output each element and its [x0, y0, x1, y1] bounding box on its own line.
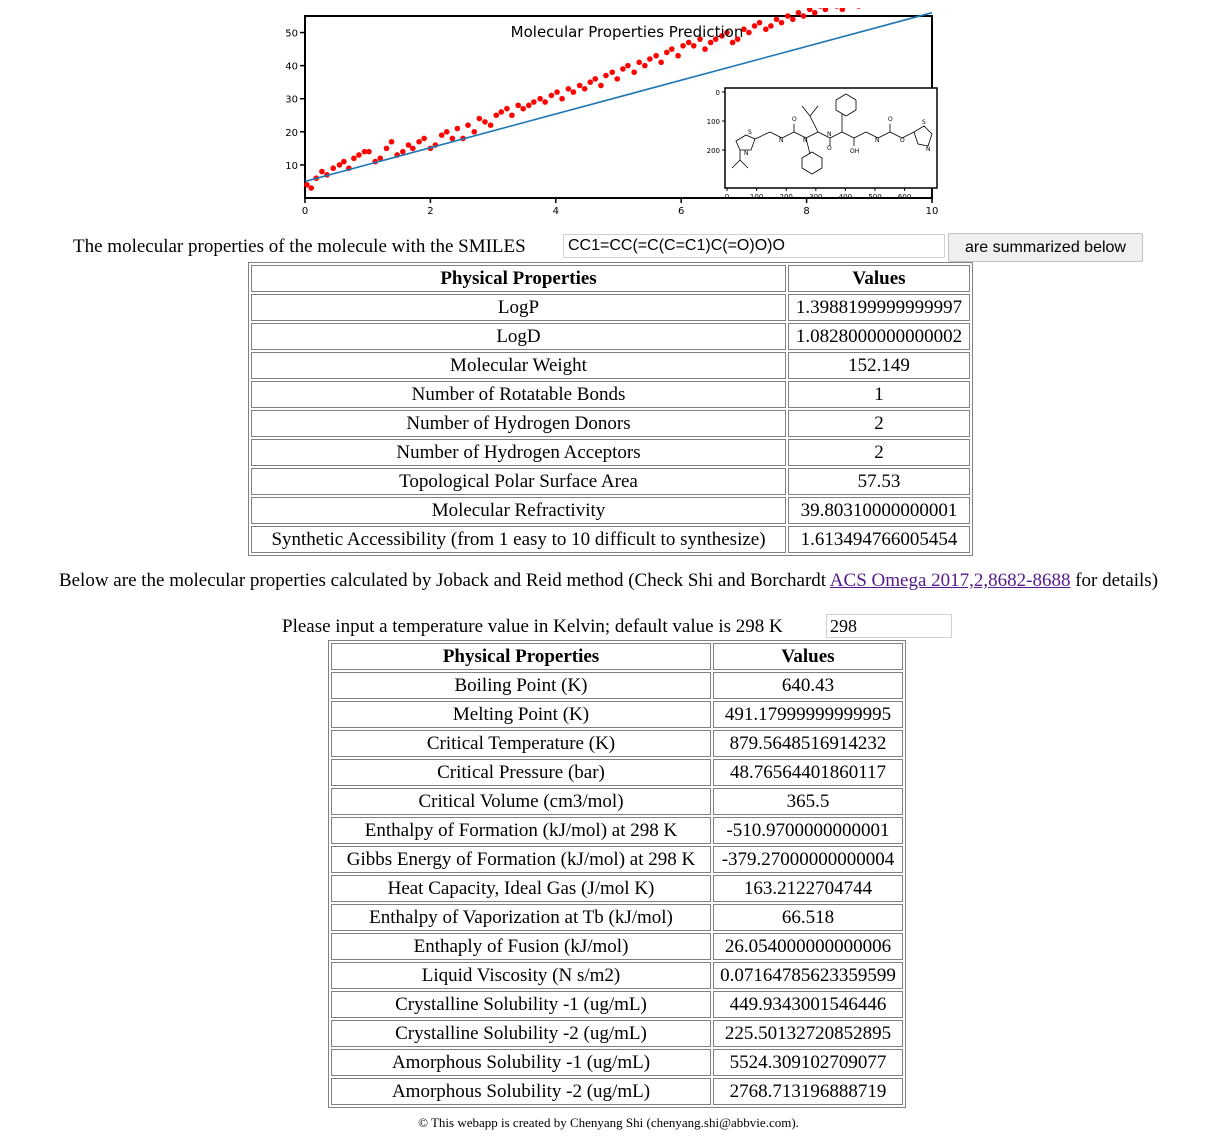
table-row: [331, 1020, 903, 1047]
data-point: [410, 146, 416, 152]
data-point: [856, 8, 862, 9]
data-point: [614, 76, 620, 82]
svg-text:O: O: [827, 145, 832, 152]
property-value-cell: 449.9343001546446: [713, 991, 903, 1018]
property-value-cell: 163.2122704744: [713, 875, 903, 902]
data-point: [400, 149, 406, 155]
inset-y-tick-label: 0: [715, 89, 720, 97]
property-value-cell: 2: [788, 439, 970, 466]
inset-y-tick-label: 100: [706, 118, 720, 126]
data-point: [571, 89, 577, 95]
property-value-cell: 0.07164785623359599: [713, 962, 903, 989]
data-point: [675, 53, 681, 59]
property-value-cell: 225.50132720852895: [713, 1020, 903, 1047]
table-row: [331, 991, 903, 1018]
table-row: [331, 1078, 903, 1105]
data-point: [636, 60, 642, 66]
svg-text:O: O: [900, 137, 905, 144]
property-name-cell: Critical Temperature (K): [331, 730, 711, 757]
property-value-cell: 152.149: [788, 352, 970, 379]
data-point: [319, 169, 325, 175]
property-name-cell: Enthaply of Fusion (kJ/mol): [331, 933, 711, 960]
data-point: [669, 46, 675, 52]
data-point: [542, 99, 548, 105]
table-row: [251, 352, 970, 379]
inset-x-tick-label: 600: [897, 193, 912, 201]
data-point: [341, 159, 347, 165]
data-point: [450, 136, 456, 142]
data-point: [779, 20, 785, 26]
property-value-cell: 2: [788, 410, 970, 437]
property-name-cell: Heat Capacity, Ideal Gas (J/mol K): [331, 875, 711, 902]
data-point: [471, 129, 477, 135]
data-point: [549, 93, 555, 99]
inset-y-tick-label: 200: [706, 147, 720, 155]
data-point: [421, 136, 427, 142]
property-value-cell: 491.17999999999995: [713, 701, 903, 728]
y-tick-label: 20: [285, 127, 298, 139]
table-row: [331, 759, 903, 786]
table-header-row: [251, 265, 970, 292]
svg-text:OH: OH: [850, 148, 860, 155]
property-value-cell: 57.53: [788, 468, 970, 495]
table-row: [331, 933, 903, 960]
property-name-cell: LogD: [251, 323, 786, 350]
svg-text:O: O: [792, 116, 797, 123]
data-point: [823, 8, 829, 12]
data-point: [785, 13, 791, 19]
data-point: [796, 10, 802, 16]
table-row: [331, 904, 903, 931]
property-name-cell: Boiling Point (K): [331, 672, 711, 699]
molecule-inset: [707, 88, 937, 201]
inset-x-tick-label: 200: [779, 193, 793, 201]
data-point: [631, 69, 637, 75]
table-row: [331, 730, 903, 757]
data-point: [559, 96, 565, 102]
property-value-cell: 365.5: [713, 788, 903, 815]
table-row: [251, 497, 970, 524]
property-name-cell: Number of Hydrogen Donors: [251, 410, 786, 437]
data-point: [625, 63, 631, 69]
inset-x-tick-label: 0: [724, 193, 730, 201]
property-value-cell: 1.613494766005454: [788, 526, 970, 553]
table-row: [251, 410, 970, 437]
data-point: [647, 56, 653, 62]
data-point: [566, 86, 572, 92]
data-point: [351, 155, 357, 161]
data-point: [488, 122, 494, 128]
table-row: [251, 323, 970, 350]
joback-reid-note: [0, 570, 1217, 592]
temperature-label: Please input a temperature value in Kelvin; default value is 298 K: [282, 616, 783, 637]
data-point: [308, 185, 314, 191]
data-point: [439, 132, 445, 138]
data-point: [593, 76, 599, 82]
column-header-property: Physical Properties: [251, 265, 786, 292]
property-value-cell: -379.27000000000004: [713, 846, 903, 873]
data-point: [582, 86, 588, 92]
data-point: [680, 43, 686, 49]
table-row: [331, 846, 903, 873]
property-name-cell: Enthalpy of Formation (kJ/mol) at 298 K: [331, 817, 711, 844]
data-point: [587, 79, 593, 85]
property-name-cell: Molecular Refractivity: [251, 497, 786, 524]
table-row: [331, 1049, 903, 1076]
smiles-label: The molecular properties of the molecule with the SMILES: [73, 236, 526, 257]
data-point: [504, 106, 510, 112]
data-point: [482, 119, 488, 125]
basic-properties-table: [248, 262, 973, 556]
property-name-cell: Crystalline Solubility -2 (ug/mL): [331, 1020, 711, 1047]
table-row: [251, 468, 970, 495]
data-point: [664, 50, 670, 56]
y-tick-label: 10: [285, 160, 298, 172]
property-value-cell: 1.3988199999999997: [788, 294, 970, 321]
data-point: [526, 103, 532, 109]
property-name-cell: Synthetic Accessibility (from 1 easy to 10 difficult to synthesize): [251, 526, 786, 553]
svg-text:N: N: [803, 137, 808, 144]
property-value-cell: 5524.309102709077: [713, 1049, 903, 1076]
joback-properties-body: [331, 672, 903, 1105]
joback-properties-table: [328, 640, 906, 1108]
smiles-input[interactable]: [563, 234, 945, 258]
data-point: [531, 99, 537, 105]
x-tick-label: 2: [427, 206, 434, 217]
table-row: [251, 439, 970, 466]
y-tick-label: 30: [285, 94, 298, 106]
data-point: [691, 43, 697, 49]
data-point: [834, 8, 840, 9]
property-value-cell: 1: [788, 381, 970, 408]
x-tick-label: 4: [552, 206, 559, 217]
svg-text:N: N: [779, 137, 784, 144]
data-point: [465, 122, 471, 128]
property-name-cell: Amorphous Solubility -1 (ug/mL): [331, 1049, 711, 1076]
data-point: [609, 69, 615, 75]
table-row: [331, 875, 903, 902]
data-point: [477, 116, 483, 122]
column-header-property: Physical Properties: [331, 643, 711, 670]
table-row: [331, 817, 903, 844]
property-name-cell: Crystalline Solubility -1 (ug/mL): [331, 991, 711, 1018]
svg-text:N: N: [744, 150, 749, 157]
y-tick-label: 50: [285, 28, 298, 40]
data-point: [807, 8, 813, 12]
property-value-cell: 66.518: [713, 904, 903, 931]
property-value-cell: 48.76564401860117: [713, 759, 903, 786]
column-header-value: Values: [788, 265, 970, 292]
data-point: [537, 96, 543, 102]
table-row: [331, 788, 903, 815]
table-row: [251, 381, 970, 408]
data-point: [801, 13, 807, 19]
data-point: [774, 17, 780, 23]
data-point: [598, 83, 604, 89]
data-point: [520, 106, 526, 112]
data-point: [812, 10, 818, 16]
data-point: [702, 46, 708, 52]
property-value-cell: -510.9700000000001: [713, 817, 903, 844]
data-point: [455, 126, 461, 132]
data-point: [554, 89, 560, 95]
data-point: [658, 60, 664, 66]
property-value-cell: 26.054000000000006: [713, 933, 903, 960]
data-point: [416, 139, 422, 145]
data-point: [768, 23, 774, 29]
property-name-cell: Number of Rotatable Bonds: [251, 381, 786, 408]
property-value-cell: 1.0828000000000002: [788, 323, 970, 350]
joback-intro: Below are the molecular properties calculated by Joback and Reid method (Check Shi and Borchardt: [58, 570, 830, 591]
inset-x-tick-label: 100: [749, 193, 764, 201]
svg-text:N: N: [926, 146, 931, 153]
table-row: [331, 962, 903, 989]
property-value-cell: 640.43: [713, 672, 903, 699]
property-value-cell: 2768.713196888719: [713, 1078, 903, 1105]
table-row: [331, 701, 903, 728]
smiles-row: [0, 232, 1217, 262]
data-point: [620, 66, 626, 72]
y-tick-label: 40: [285, 61, 298, 73]
property-name-cell: LogP: [251, 294, 786, 321]
inset-x-tick-label: 400: [838, 193, 853, 201]
data-point: [763, 26, 769, 32]
data-point: [642, 63, 648, 69]
property-value-cell: 879.5648516914232: [713, 730, 903, 757]
data-point: [493, 112, 499, 118]
data-point: [515, 103, 521, 109]
footer-credit: © This webapp is created by Chenyang Shi (chenyang.shi@abbvie.com).: [418, 1115, 799, 1130]
data-point: [444, 129, 450, 135]
data-point: [330, 165, 336, 171]
table-header-row: [331, 643, 903, 670]
svg-text:N: N: [827, 131, 832, 138]
property-name-cell: Critical Volume (cm3/mol): [331, 788, 711, 815]
x-tick-label: 8: [803, 206, 810, 217]
data-point: [384, 146, 390, 152]
data-point: [577, 83, 583, 89]
property-name-cell: Gibbs Energy of Formation (kJ/mol) at 298 K: [331, 846, 711, 873]
acs-omega-link[interactable]: ACS Omega 2017,2,8682-8688: [829, 570, 1071, 591]
column-header-value: Values: [713, 643, 903, 670]
data-point: [603, 73, 609, 79]
data-point: [790, 17, 796, 23]
table-row: [251, 294, 970, 321]
data-point: [818, 8, 824, 9]
property-name-cell: Number of Hydrogen Acceptors: [251, 439, 786, 466]
data-point: [752, 23, 758, 29]
temperature-input[interactable]: [826, 614, 952, 638]
data-point: [653, 53, 659, 59]
table-row: [251, 526, 970, 553]
chart-title: Molecular Properties Prediction: [510, 23, 744, 41]
data-point: [366, 149, 372, 155]
data-point: [840, 8, 846, 12]
svg-text:S: S: [922, 119, 926, 126]
x-tick-label: 0: [301, 206, 309, 217]
prediction-chart: [270, 8, 950, 226]
property-name-cell: Molecular Weight: [251, 352, 786, 379]
basic-properties-body: [251, 294, 970, 553]
data-point: [509, 112, 515, 118]
property-name-cell: Critical Pressure (bar): [331, 759, 711, 786]
svg-text:O: O: [888, 116, 893, 123]
property-name-cell: Topological Polar Surface Area: [251, 468, 786, 495]
data-point: [356, 152, 362, 158]
property-value-cell: 39.80310000000001: [788, 497, 970, 524]
table-row: [331, 672, 903, 699]
svg-text:N: N: [875, 137, 880, 144]
data-point: [389, 139, 395, 145]
property-name-cell: Liquid Viscosity (N s/m2): [331, 962, 711, 989]
x-tick-label: 6: [678, 206, 685, 217]
property-name-cell: Enthalpy of Vaporization at Tb (kJ/mol): [331, 904, 711, 931]
data-point: [498, 109, 504, 115]
property-name-cell: Amorphous Solubility -2 (ug/mL): [331, 1078, 711, 1105]
data-point: [746, 30, 752, 36]
inset-x-tick-label: 300: [809, 193, 823, 201]
property-name-cell: Melting Point (K): [331, 701, 711, 728]
summarize-button[interactable]: are summarized below: [948, 233, 1143, 262]
joback-outro: for details): [1070, 570, 1159, 591]
inset-x-tick-label: 500: [868, 193, 882, 201]
data-point: [757, 20, 763, 26]
svg-text:S: S: [748, 129, 752, 136]
y-axis-ticks: [285, 29, 305, 172]
x-tick-label: 10: [925, 206, 939, 217]
